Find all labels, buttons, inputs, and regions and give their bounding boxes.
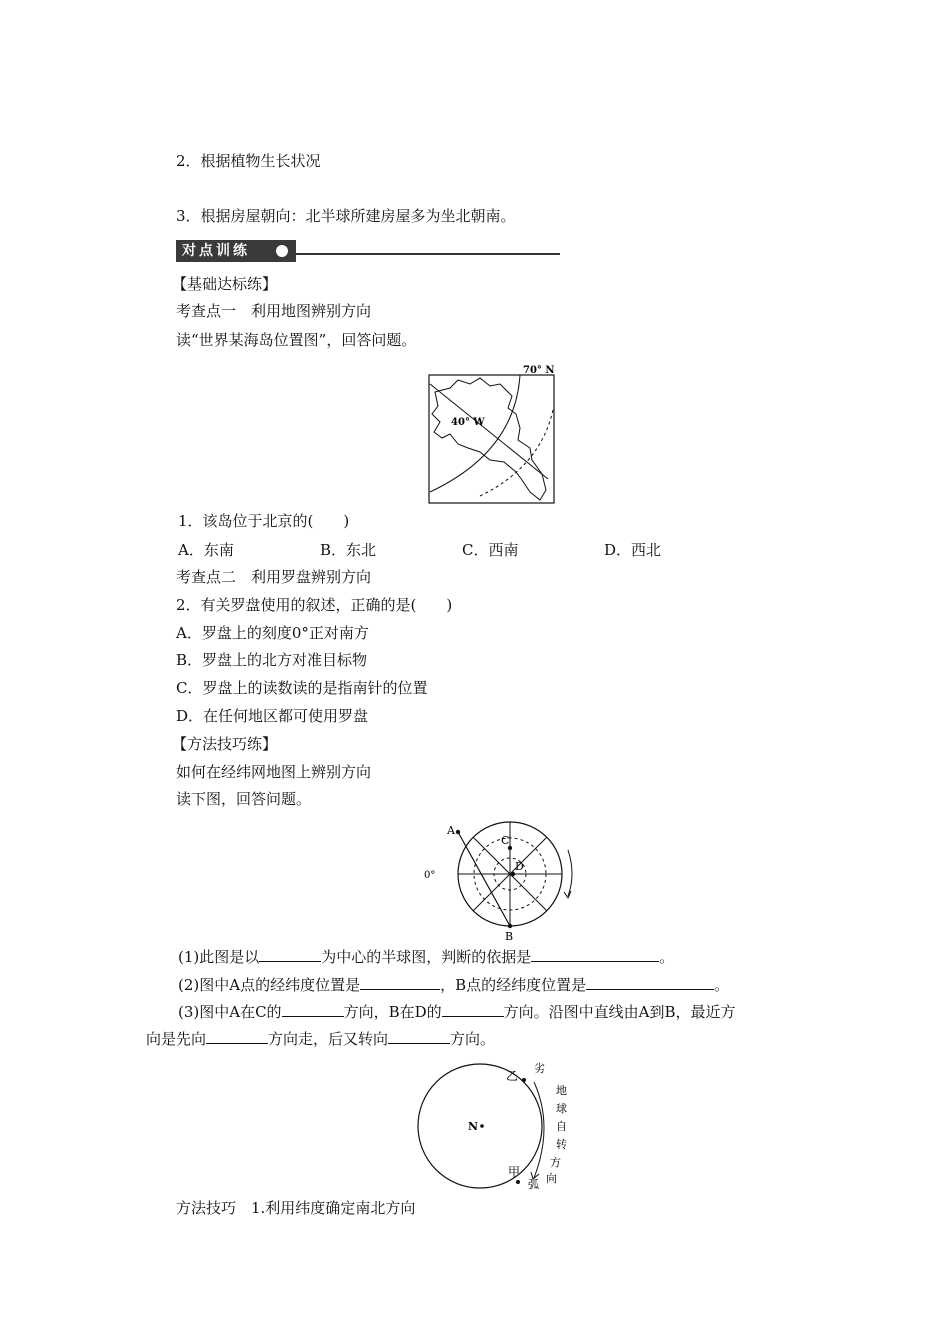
text-part: 方向。: [450, 1030, 496, 1048]
latitude-label: 70° N: [523, 365, 555, 376]
option[interactable]: B．东北: [320, 541, 377, 559]
label-b: B: [505, 930, 514, 942]
text-part: 方向，B在D的: [343, 1003, 442, 1021]
answer-blank[interactable]: [282, 1001, 344, 1017]
text-part: 向是先向: [146, 1030, 207, 1048]
label-yi: 乙: [506, 1069, 519, 1083]
rotation-char: 自: [556, 1120, 567, 1133]
label-zero: 0°: [424, 870, 436, 881]
option[interactable]: A．罗盘上的刻度0°正对南方: [176, 624, 369, 642]
option[interactable]: C．西南: [462, 541, 519, 559]
section-heading: 【基础达标练】: [172, 275, 278, 293]
text-line: 考查点二 利用罗盘辨别方向: [176, 568, 372, 586]
answer-blank[interactable]: [388, 1028, 450, 1044]
section-heading: 【方法技巧练】: [172, 735, 278, 753]
question: 2．有关罗盘使用的叙述，正确的是( ): [176, 596, 453, 614]
earth-circle: [418, 1064, 542, 1188]
label-c: C: [501, 834, 510, 847]
point-yi: [522, 1078, 526, 1082]
rotation-char: 方: [550, 1156, 561, 1169]
polar-rotation-figure: [410, 1058, 580, 1194]
text-part: (1)此图是以: [178, 948, 260, 966]
meridian-line: [430, 384, 548, 479]
answer-blank[interactable]: [360, 974, 440, 990]
option[interactable]: D．在任何地区都可使用罗盘: [176, 707, 369, 725]
longitude-label: 40° W: [451, 417, 485, 428]
rotation-char: 向: [546, 1172, 557, 1185]
fill-in-question: [178, 946, 674, 967]
point-jia: [516, 1180, 520, 1184]
rotation-arrow: [568, 850, 572, 896]
text-part: 方向走，后又转向: [268, 1030, 389, 1048]
label-jia: 甲: [508, 1165, 521, 1179]
label-lie: 劣: [534, 1062, 545, 1075]
north-pole-dot: [480, 1124, 484, 1128]
rotation-char: 球: [556, 1102, 567, 1115]
answer-blank[interactable]: [531, 946, 659, 962]
answer-blank[interactable]: [442, 1001, 504, 1017]
text-line: 3．根据房屋朝向：北半球所建房屋多为坐北朝南。: [176, 207, 516, 225]
divider: [296, 253, 560, 255]
section-banner: [176, 240, 560, 262]
text-part: 为中心的半球图，判断的依据是: [321, 948, 532, 966]
rotation-char: 地: [556, 1084, 567, 1097]
option[interactable]: A．东南: [178, 541, 234, 559]
label-a: A: [447, 824, 455, 837]
point-a: [456, 830, 460, 834]
answer-blank[interactable]: [586, 974, 714, 990]
latitude-line: [430, 375, 520, 492]
text-part: 。: [659, 948, 675, 966]
text-line: 如何在经纬网地图上辨别方向: [176, 763, 372, 781]
text-part: ，B点的经纬度位置是: [440, 976, 587, 994]
point-b: [508, 924, 512, 928]
bullet-icon: [276, 245, 288, 257]
text-part: (2)图中A点的经纬度位置是: [178, 976, 361, 994]
text-line: 读下图，回答问题。: [176, 790, 312, 808]
text-line: 考查点一 利用地图辨别方向: [176, 302, 372, 320]
option[interactable]: D．西北: [604, 541, 662, 559]
text-line: 方法技巧 1.利用纬度确定南北方向: [176, 1199, 416, 1217]
answer-blank[interactable]: [206, 1028, 268, 1044]
text-line: 读“世界某海岛位置图”，回答问题。: [176, 331, 417, 349]
arrowhead-icon: [564, 891, 571, 898]
text-line: 2．根据植物生长状况: [176, 152, 321, 170]
island-map-figure: [420, 362, 560, 508]
text-part: (3)图中A在C的: [178, 1003, 282, 1021]
rotation-arc: [534, 1082, 544, 1178]
rotation-char: 转: [556, 1138, 567, 1151]
fill-in-question: [178, 974, 729, 995]
polar-hemisphere-figure: [420, 818, 580, 942]
option[interactable]: B．罗盘上的北方对准目标物: [176, 651, 368, 669]
fill-in-question: [146, 1028, 495, 1049]
label-hu: 弧: [528, 1178, 539, 1191]
banner-label: 对点训练: [176, 240, 296, 262]
question: 1．该岛位于北京的( ): [178, 512, 350, 530]
label-n: N: [468, 1120, 479, 1133]
text-part: 。: [714, 976, 730, 994]
map-frame: [429, 375, 554, 503]
label-d: D: [515, 860, 524, 873]
option[interactable]: C．罗盘上的读数读的是指南针的位置: [176, 679, 428, 697]
answer-blank[interactable]: [259, 946, 321, 962]
text-part: 方向。沿图中直线由A到B，最近方: [503, 1003, 736, 1021]
fill-in-question: [178, 1001, 735, 1022]
